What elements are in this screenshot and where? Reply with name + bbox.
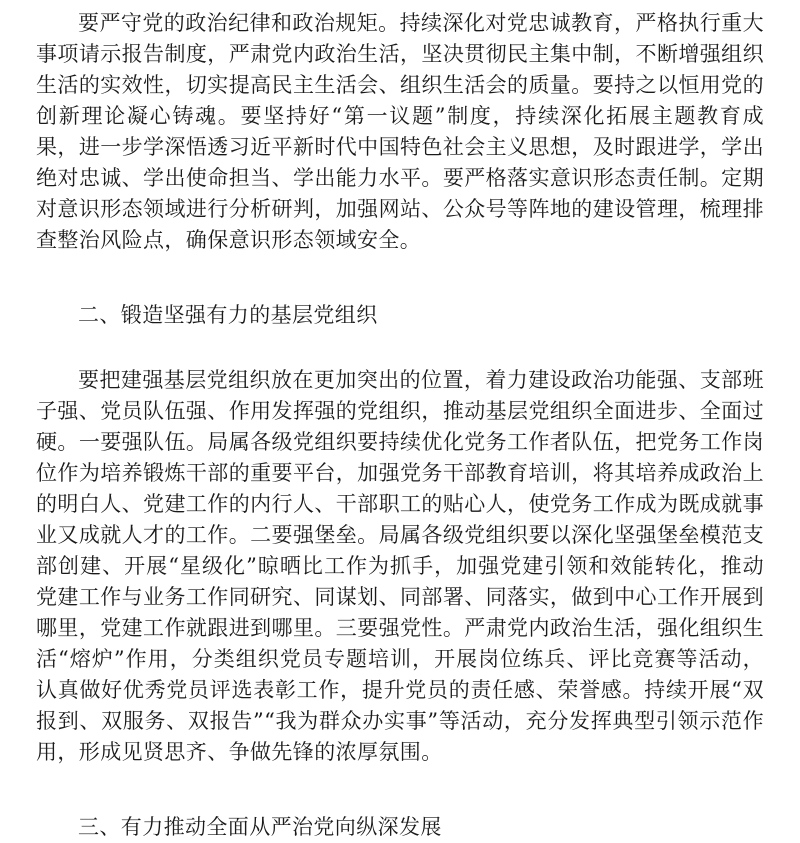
paragraph: 要严守党的政治纪律和政治规矩。持续深化对党忠诚教育，严格执行重大事项请示报告制度，严肃党内政治生活，坚决贯彻民主集中制，不断增强组织生活的实效性，切实提高民主生活会、组织生活会的质量。要持之以恒用党的创新理论凝心铸魂。要坚持好“第一议题”制度，持续深化拓展主题教育成果，进一步学深悟透习近平新时代中国特色社会主义思想，及时跟进学，学出绝对忠诚、学出使命担当、学出能力水平。要严格落实意识形态责任制。定期对意识形态领域进行分析研判，加强网站、公众号等阵地的建设管理，梳理排查整治风险点，确保意识形态领域安全。 — [36, 11, 764, 252]
section-heading: 三、有力推动全面从严治党向纵深发展 — [78, 815, 442, 839]
section-heading: 二、锻造坚强有力的基层党组织 — [78, 303, 378, 327]
paragraph: 要把建强基层党组织放在更加突出的位置，着力建设政治功能强、支部班子强、党员队伍强、作用发挥强的党组织，推动基层党组织全面进步、全面过硬。一要强队伍。局属各级党组织要持续优化党务工作者队伍，把党务工作岗位作为培养锻炼干部的重要平台，加强党务干部教育培训，将其培养成政治上的明白人、党建工作的内行人、干部职工的贴心人，使党务工作成为既成就事业又成就人才的工作。二要强堡垒。局属各级党组织要以深化坚强堡垒模范支部创建、开展“星级化”晾晒比工作为抓手，加强党建引领和效能转化，推动党建工作与业务工作同研究、同谋划、同部署、同落实，做到中心工作开展到哪里，党建工作就跟进到哪里。三要强党性。严肃党内政治生活，强化组织生活“熔炉”作用，分类组织党员专题培训，开展岗位练兵、评比竞赛等活动，认真做好优秀党员评选表彰工作，提升党员的责任感、荣誉感。持续开展“双报到、双服务、双报告”“我为群众办实事”等活动，充分发挥典型引领示范作用，形成见贤思齐、争做先锋的浓厚氛围。 — [36, 368, 764, 764]
document-page — [36, 8, 764, 843]
